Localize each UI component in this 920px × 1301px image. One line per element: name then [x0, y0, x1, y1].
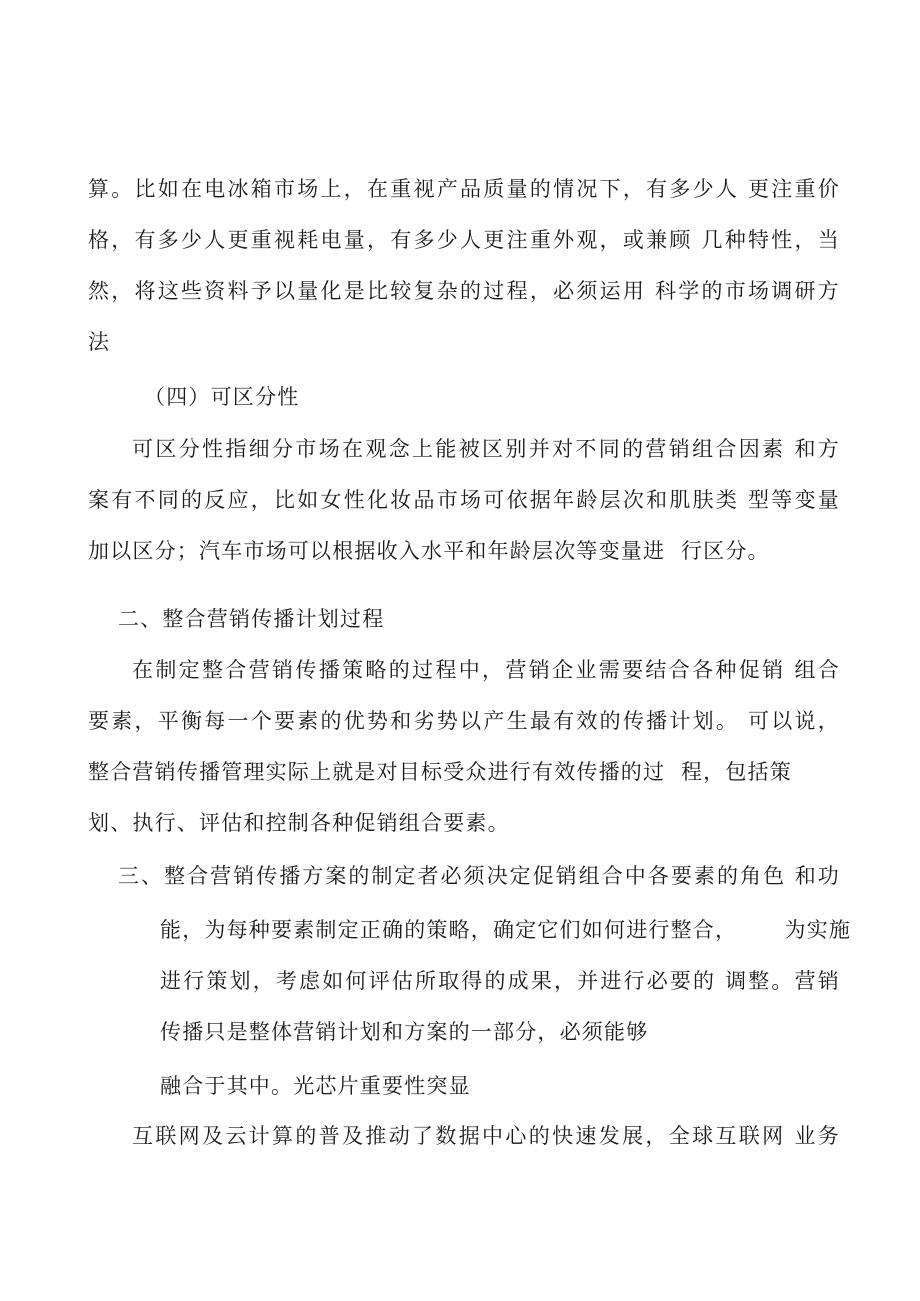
paragraph-line: 格，有多少人更重视耗电量，有多少人更注重外观，或兼顾 几种特性，当	[88, 228, 840, 252]
paragraph-line: 案有不同的反应，比如女性化妆品市场可依据年龄层次和肌肤类 型等变量	[88, 488, 840, 512]
paragraph-line: 在制定整合营销传播策略的过程中，营销企业需要结合各种促销 组合	[132, 658, 840, 682]
paragraph-line: 算。比如在电冰箱市场上，在重视产品质量的情况下，有多少人 更注重价	[88, 177, 840, 201]
paragraph-line: 互联网及云计算的普及推动了数据中心的快速发展，全球互联网 业务	[132, 1124, 840, 1148]
section-heading: 二、整合营销传播计划过程	[118, 607, 385, 631]
list-item-line: 三、整合营销传播方案的制定者必须决定促销组合中各要素的角色 和功	[118, 864, 840, 888]
list-item-line: 进行策划，考虑如何评估所取得的成果，并进行必要的 调整。营销	[160, 969, 840, 993]
paragraph-line: 划、执行、评估和控制各种促销组合要素。	[88, 811, 510, 835]
list-item-line: 传播只是整体营销计划和方案的一部分，必须能够	[160, 1020, 649, 1044]
paragraph-line: 法	[88, 330, 111, 354]
section-heading: （四）可区分性	[144, 385, 300, 409]
paragraph-line: 然，将这些资料予以量化是比较复杂的过程，必须运用 科学的市场调研方	[88, 279, 840, 303]
paragraph-line: 可区分性指细分市场在观念上能被区别并对不同的营销组合因素 和方	[132, 437, 840, 461]
paragraph-line: 加以区分；汽车市场可以根据收入水平和年龄层次等变量进 行区分。	[88, 539, 770, 563]
paragraph-line: 整合营销传播管理实际上就是对目标受众进行有效传播的过 程，包括策	[88, 760, 792, 784]
section-heading: 融合于其中。光芯片重要性突显	[160, 1074, 471, 1098]
paragraph-line: 要素，平衡每一个要素的优势和劣势以产生最有效的传播计划。 可以说，	[88, 709, 840, 733]
list-item-line: 能，为每种要素制定正确的策略，确定它们如何进行整合， 为实施	[160, 918, 852, 942]
